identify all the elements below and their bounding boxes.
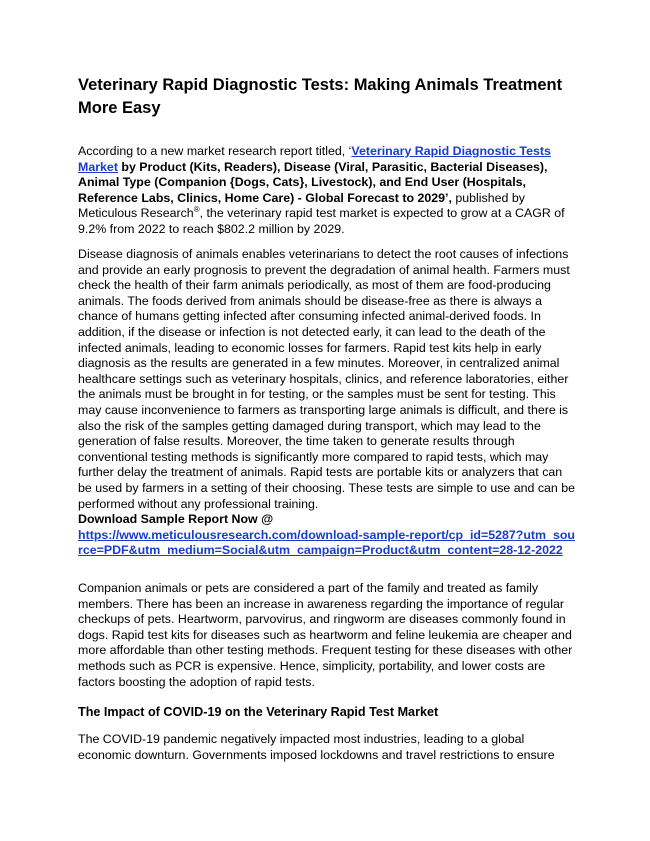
- body-paragraph-covid: The COVID-19 pandemic negatively impacted most industries, leading to a global economic downturn. Governments imposed lockdowns and travel restrictions to ensure: [78, 732, 555, 762]
- download-sample-link[interactable]: https://www.meticulousresearch.com/download-sample-report/cp_id=5287?utm_source=PDF&utm_medium=Social&utm_campaign=Product&utm_content=28-12-2022: [78, 527, 575, 558]
- intro-paragraph: [78, 144, 576, 238]
- body-paragraph-companion: Companion animals or pets are considered a part of the family and treated as family members. There has been an increase in awareness regarding the importance of regular checkups of pets. Heartworm, parvovirus, and ringworm are diseases commonly found in dogs. Rapid test kits for diseases such as heartworm and feline leukemia are cheaper and more affordable than other testing methods. Frequent testing for these diseases with other methods such as PCR is expensive. Hence, simplicity, portability, and lower costs are factors boosting the adoption of rapid tests.: [78, 581, 573, 689]
- intro-lead: According to a new market research report titled, ‘: [78, 144, 352, 158]
- section-heading-covid: The Impact of COVID-19 on the Veterinary Rapid Test Market: [78, 705, 439, 719]
- published-by-text: published by Meticulous Research: [78, 190, 525, 221]
- report-title-link[interactable]: Veterinary Rapid Diagnostic Tests Market: [78, 144, 551, 174]
- report-title-rest: by Product (Kits, Readers), Disease (Viral, Parasitic, Bacterial Diseases), Animal Type (Companion {Dogs, Cats}, Livestock), and End User (Hospitals, Reference Labs, Clinics, Home Care) - Global Forecast to 2029’,: [78, 159, 548, 205]
- download-section: [78, 512, 576, 559]
- download-label: Download Sample Report Now @: [78, 512, 274, 526]
- page-title: Veterinary Rapid Diagnostic Tests: Making Animals Treatment More Easy: [78, 76, 563, 117]
- intro-tail: , the veterinary rapid test market is expected to grow at a CAGR of 9.2% from 2022 to reach $802.2 million by 2029.: [78, 206, 565, 236]
- registered-mark: ®: [193, 205, 200, 215]
- body-paragraph-diagnosis: Disease diagnosis of animals enables veterinarians to detect the root causes of infections and provide an early prognosis to prevent the degradation of animal health. Farmers must check the health of their farm animals periodically, as most of them are food-producing animals. The foods derived from animals should be disease-free as there is always a chance of humans getting infected after consuming infected animal-derived foods. In addition, if the disease or infection is not detected early, it can lead to the death of the infected animals, leading to economic losses for farmers. Rapid test kits help in early diagnosis as the results are generated in a few minutes. Moreover, in centralized animal healthcare settings such as veterinary hospitals, clinics, and reference laboratories, either the animals must be brought in for testing, or the samples must be sent for testing. This may cause inconvenience to farmers as transporting large animals is difficult, and there is also the risk of the samples getting damaged during transport, which may lead to the generation of false results. Moreover, the time taken to generate results through conventional testing methods is significantly more compared to rapid tests, which may further delay the treatment of animals. Rapid tests are portable kits or analyzers that can be used by farmers in a setting of their choosing. These tests are simple to use and can be performed without any professional training.: [78, 247, 576, 511]
